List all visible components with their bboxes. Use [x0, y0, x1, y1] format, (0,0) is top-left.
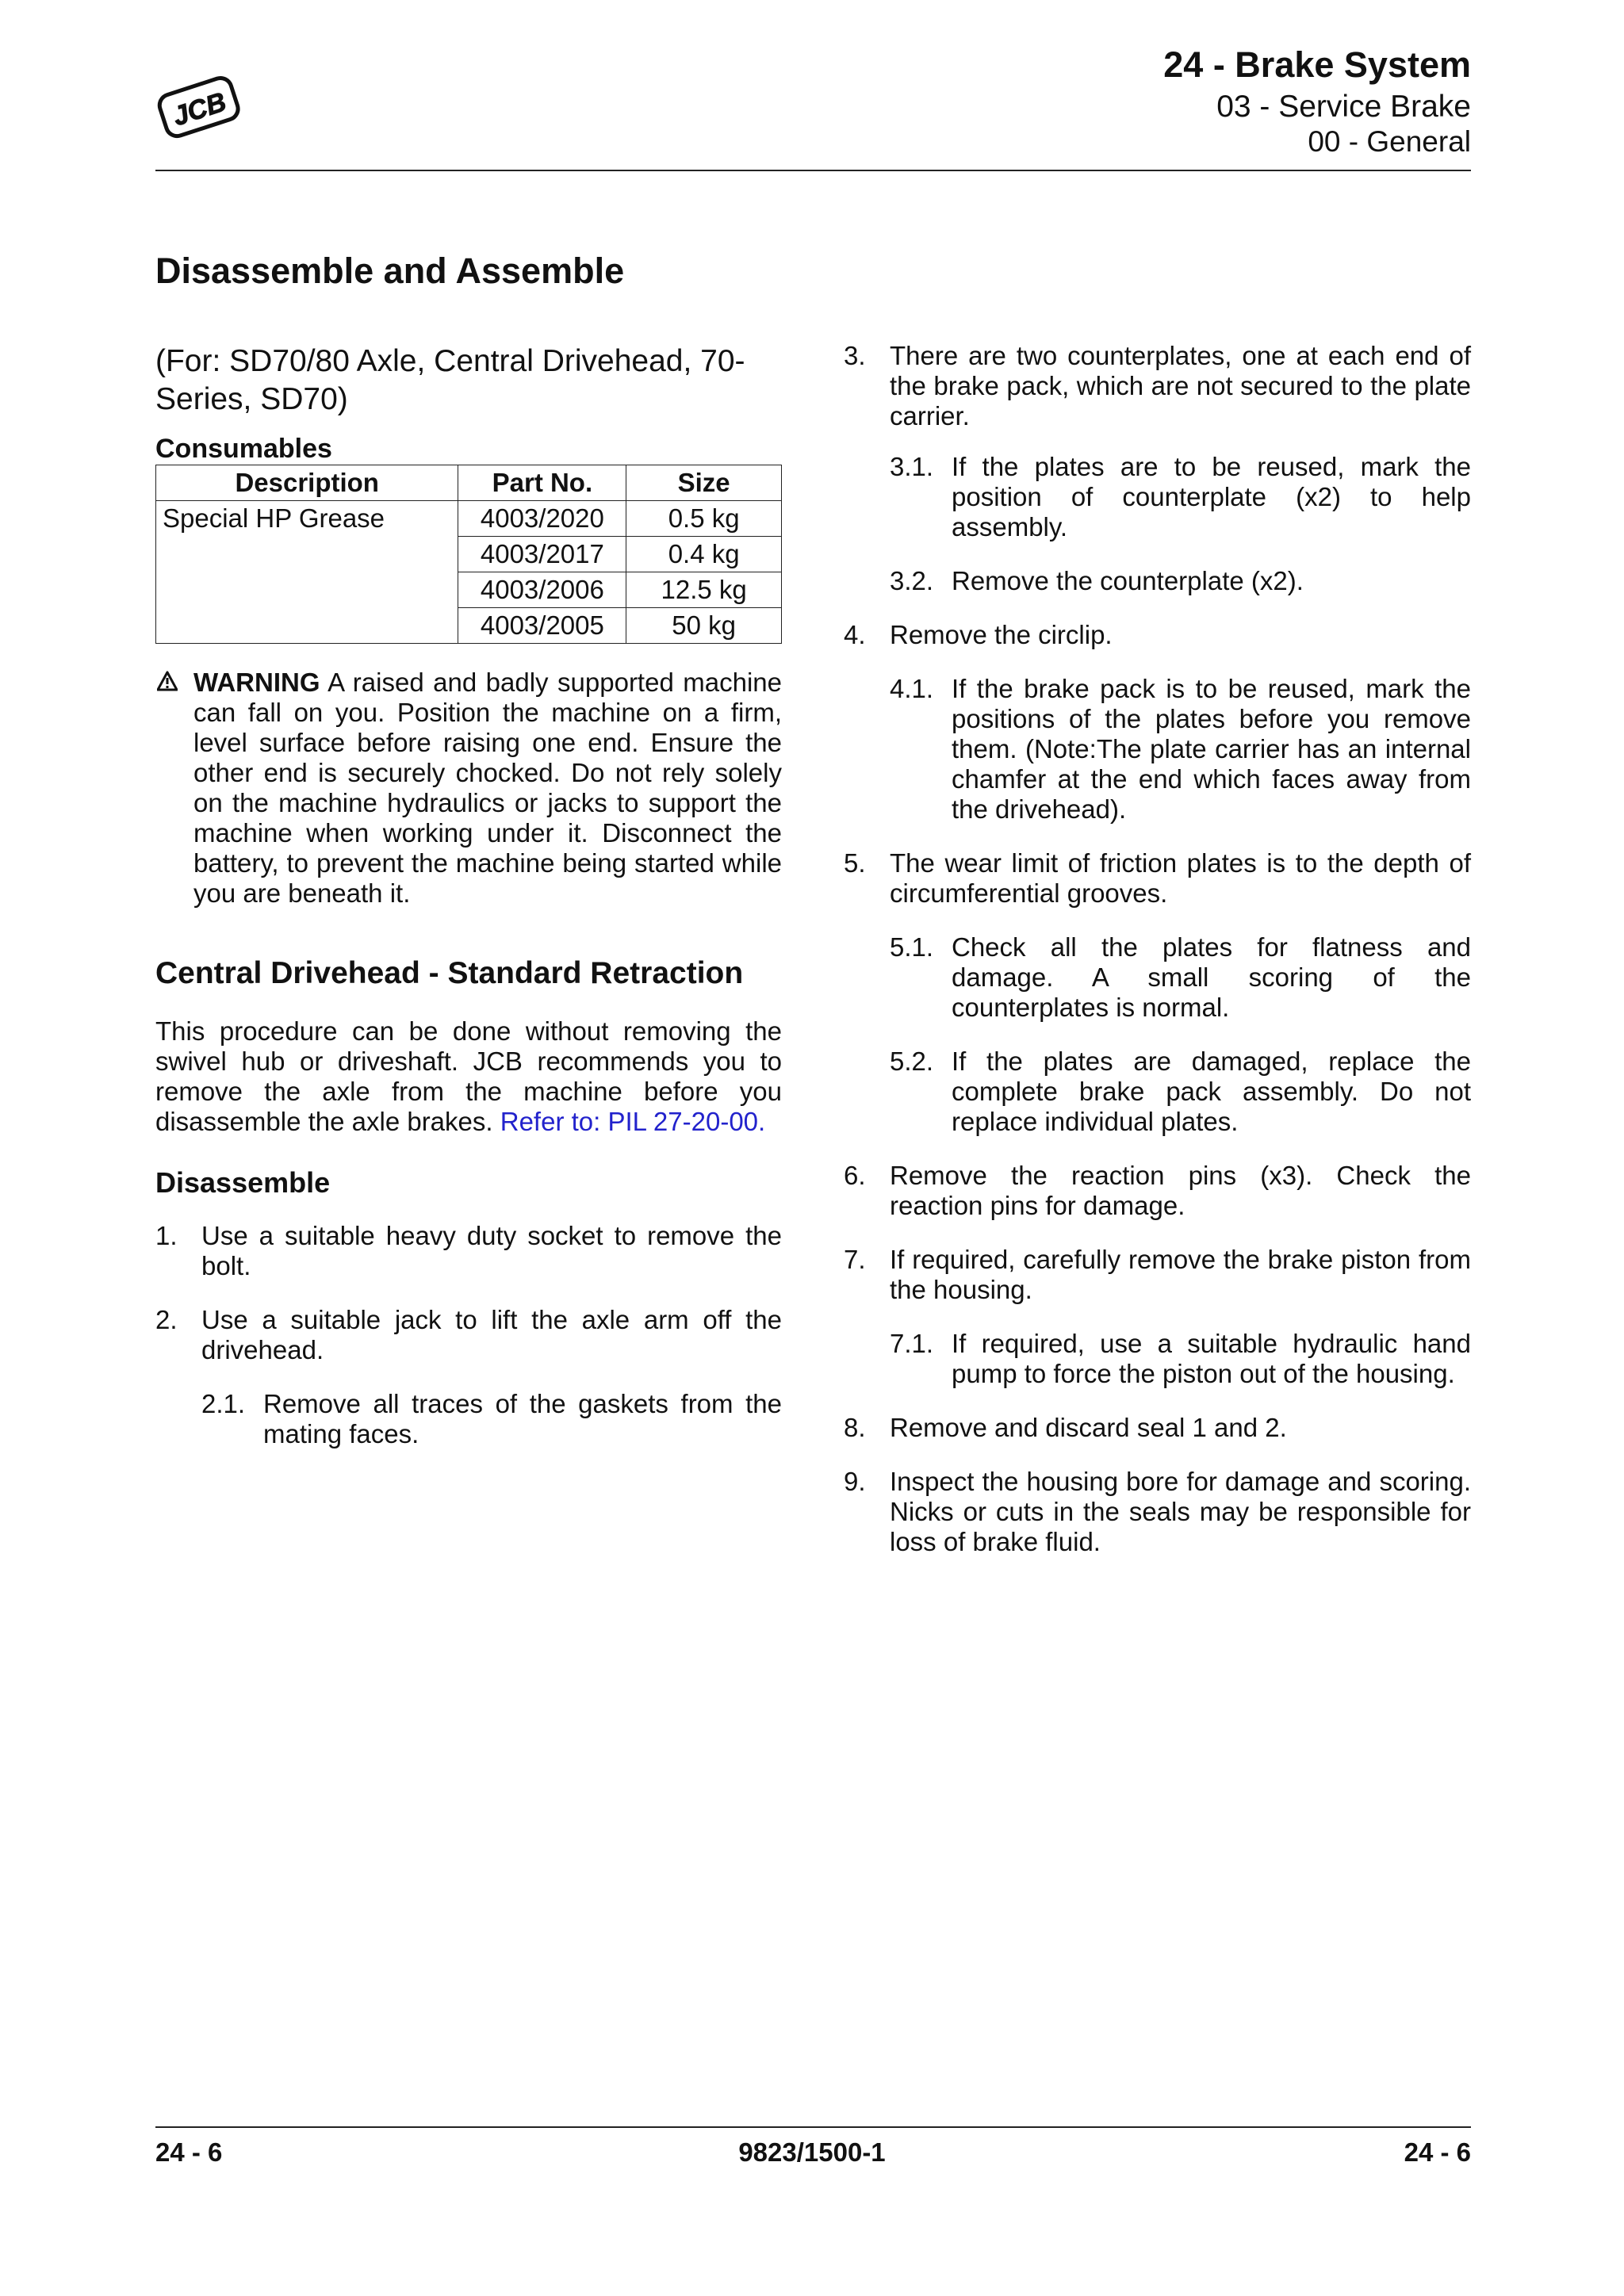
- table-cell-part: 4003/2005: [458, 608, 626, 644]
- step-number: 7.1.: [890, 1329, 934, 1358]
- step-6: [844, 1161, 1471, 1221]
- step-number: 3.1.: [890, 452, 934, 481]
- step-number: 3.: [844, 341, 866, 370]
- step-text: If the brake pack is to be reused, mark the positions of the plates before you remove them. (Note:The plate carrier has an internal chamfer at the end which faces away from the drivehead).: [952, 674, 1471, 824]
- step-number: 5.1.: [890, 932, 934, 962]
- table-cell-size: 0.5 kg: [626, 501, 782, 537]
- step-text: The wear limit of friction plates is to the depth of circumferential grooves.: [890, 848, 1471, 908]
- footer-document-number: 9823/1500-1: [738, 2137, 886, 2167]
- step-5-1: [844, 932, 1471, 1023]
- footer-divider: [155, 2126, 1471, 2128]
- step-number: 5.2.: [890, 1047, 934, 1076]
- footer-page-left: 24 - 6: [155, 2137, 223, 2167]
- step-number: 2.1.: [201, 1389, 246, 1418]
- step-text: If the plates are damaged, replace the complete brake pack assembly. Do not replace individual plates.: [952, 1047, 1471, 1136]
- step-number: 8.: [844, 1413, 866, 1442]
- step-number: 2.: [155, 1305, 178, 1334]
- step-8: [844, 1413, 1471, 1443]
- column-header: Size: [626, 465, 782, 501]
- step-9: [844, 1467, 1471, 1557]
- step-text: Remove the reaction pins (x3). Check the reaction pins for damage.: [890, 1161, 1471, 1220]
- warning-triangle-icon: [157, 671, 178, 691]
- right-column: [844, 341, 1471, 1581]
- jcb-logo: [155, 68, 243, 147]
- intro-text: This procedure can be done without removing the swivel hub or driveshaft. JCB recommends you to remove the axle from the machine before you disassemble the axle brakes.: [155, 1016, 782, 1136]
- section-title: 03 - Service Brake: [1216, 90, 1471, 124]
- step-number: 9.: [844, 1467, 866, 1496]
- chapter-title: 24 - Brake System: [1163, 44, 1471, 85]
- step-number: 4.1.: [890, 674, 934, 703]
- header-divider: [155, 170, 1471, 171]
- warning-block: [155, 668, 782, 909]
- step-4-1: [844, 674, 1471, 825]
- step-number: 3.2.: [890, 566, 934, 595]
- step-text: Remove the circlip.: [890, 620, 1113, 649]
- step-3: [844, 341, 1471, 431]
- step-text: If required, carefully remove the brake piston from the housing.: [890, 1245, 1471, 1304]
- left-column: [155, 342, 782, 1473]
- step-number: 5.: [844, 848, 866, 878]
- applicability-note: (For: SD70/80 Axle, Central Drivehead, 70-Series, SD70): [155, 344, 745, 416]
- column-header: Description: [156, 465, 458, 501]
- step-number: 7.: [844, 1245, 866, 1274]
- table-cell-part: 4003/2017: [458, 537, 626, 572]
- table-cell-size: 50 kg: [626, 608, 782, 644]
- page-header: [1163, 43, 1471, 157]
- warning-label: WARNING: [193, 668, 320, 697]
- step-number: 6.: [844, 1161, 866, 1190]
- subsection-title: 00 - General: [1308, 125, 1471, 158]
- intro-paragraph: [155, 1016, 782, 1137]
- step-3-2: [844, 566, 1471, 596]
- table-cell-size: 0.4 kg: [626, 537, 782, 572]
- step-text: If the plates are to be reused, mark the position of counterplate (x2) to help assembly.: [952, 452, 1471, 541]
- consumables-table: [155, 465, 782, 644]
- reference-link[interactable]: Refer to: PIL 27-20-00.: [500, 1107, 766, 1136]
- section-heading: Central Drivehead - Standard Retraction: [155, 956, 744, 990]
- consumables-heading: Consumables: [155, 434, 332, 464]
- step-text: Check all the plates for flatness and damage. A small scoring of the counterplates is normal.: [952, 932, 1471, 1022]
- step-2: [155, 1305, 782, 1365]
- step-1: [155, 1221, 782, 1281]
- page-title: Disassemble and Assemble: [155, 251, 625, 291]
- step-7: [844, 1245, 1471, 1305]
- step-5: [844, 848, 1471, 909]
- step-5-2: [844, 1047, 1471, 1137]
- step-number: 4.: [844, 620, 866, 649]
- step-4: [844, 620, 1471, 650]
- step-text: Use a suitable heavy duty socket to remove the bolt.: [201, 1221, 782, 1280]
- step-text: Inspect the housing bore for damage and scoring. Nicks or cuts in the seals may be responsible for loss of brake fluid.: [890, 1467, 1471, 1556]
- step-text: If required, use a suitable hydraulic hand pump to force the piston out of the housing.: [952, 1329, 1471, 1388]
- step-text: Remove the counterplate (x2).: [952, 566, 1304, 595]
- step-text: Use a suitable jack to lift the axle arm off the drivehead.: [201, 1305, 782, 1364]
- step-2-1: [155, 1389, 782, 1449]
- table-row: [156, 501, 782, 537]
- disassemble-heading: Disassemble: [155, 1166, 331, 1199]
- step-7-1: [844, 1329, 1471, 1389]
- step-number: 1.: [155, 1221, 178, 1250]
- footer-page-right: 24 - 6: [1404, 2137, 1471, 2167]
- table-cell-part: 4003/2006: [458, 572, 626, 608]
- table-cell-size: 12.5 kg: [626, 572, 782, 608]
- svg-text:JCB: JCB: [169, 86, 230, 132]
- step-3-1: [844, 452, 1471, 542]
- table-cell-part: 4003/2020: [458, 501, 626, 537]
- table-cell-description: Special HP Grease: [156, 501, 458, 644]
- warning-text: A raised and badly supported machine can fall on you. Position the machine on a firm, level surface before raising one end. Ensure the other end is securely chocked. Do not rely solely on the machine hydraulics or jacks to support the machine when working under it. Disconnect the battery, to prevent the machine being started while you are beneath it.: [193, 668, 782, 908]
- column-header: Part No.: [458, 465, 626, 501]
- table-header-row: [156, 465, 782, 501]
- step-text: There are two counterplates, one at each end of the brake pack, which are not secured to the plate carrier.: [890, 341, 1471, 430]
- step-text: Remove all traces of the gaskets from the mating faces.: [263, 1389, 782, 1448]
- step-text: Remove and discard seal 1 and 2.: [890, 1413, 1287, 1442]
